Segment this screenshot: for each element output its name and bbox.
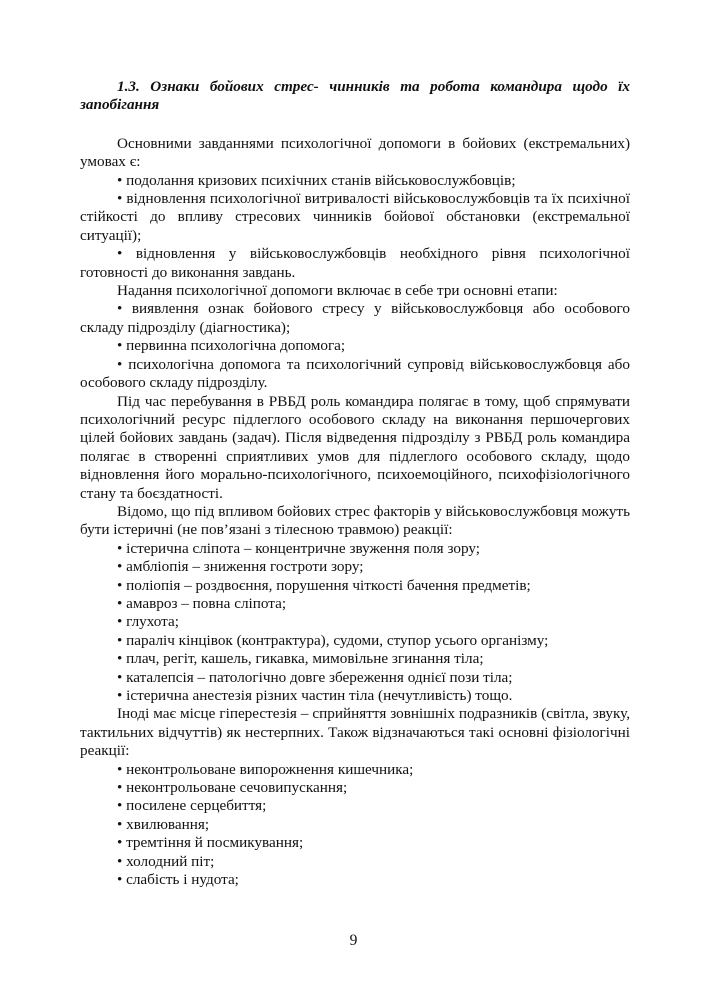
list-item: • поліопія – роздвоєння, порушення чіткості бачення предметів;	[117, 576, 531, 594]
paragraph: Основними завданнями психологічної допомоги в бойових (екстремальних) умовах є:	[80, 134, 630, 171]
list-item: • тремтіння й посмикування;	[117, 834, 304, 852]
list-item: • неконтрольоване сечовипускання;	[117, 779, 348, 797]
list-item: • посилене серцебиття;	[117, 797, 267, 815]
page-body	[80, 78, 630, 889]
list-item: • відновлення психологічної витривалості військовослужбовців та їх психічної стійкості до впливу стресових чинників бойової обстановки (екстремальної ситуації);	[80, 190, 630, 244]
list-item: • плач, регіт, кашель, гикавка, мимовільне згинання тіла;	[117, 650, 484, 668]
list-item: • параліч кінцівок (контрактура), судоми, ступор усього організму;	[117, 631, 549, 649]
list-item: • істерична сліпота – концентричне звуження поля зору;	[117, 539, 480, 557]
section-title: 1.3. Ознаки бойових стрес- чинників та робота командира щодо їх запобігання	[80, 78, 630, 114]
list-item: • подолання кризових психічних станів військовослужбовців;	[117, 171, 516, 189]
list-item: • холодний піт;	[117, 852, 215, 870]
list-item: • психологічна допомога та психологічний супровід військовослужбовця або особового складу підрозділу.	[80, 355, 630, 392]
list-item: • неконтрольоване випорожнення кишечника;	[117, 760, 414, 778]
list-item: • хвилювання;	[117, 815, 210, 833]
list-item: • слабість і нудота;	[117, 871, 239, 889]
list-item: • виявлення ознак бойового стресу у військовослужбовця або особового складу підрозділу (діагностика);	[80, 300, 630, 336]
list-item: • амавроз – повна сліпота;	[117, 594, 287, 612]
paragraph: Під час перебування в РВБД роль командира полягає в тому, щоб спрямувати психологічний ресурс підлеглого особового складу на виконання першочергових цілей бойових завдань (задач). Після відведення підрозділу з РВБД роль командира полягає в створенні сприятливих умов для підлеглого особового складу, щодо відновлення його морально-психологічного, психоемоційного, психофізіологічного стану та боєздатності.	[80, 392, 630, 502]
page-number: 9	[349, 932, 358, 949]
section-heading	[80, 78, 630, 115]
list-item: • первинна психологічна допомога;	[117, 337, 346, 355]
list-item: • істерична анестезія різних частин тіла (нечутливість) тощо.	[117, 687, 513, 704]
list-item: • каталепсія – патологічно довге збереження однієї пози тіла;	[117, 668, 513, 686]
paragraph: Іноді має місце гіперестезія – сприйняття зовнішніх подразників (світла, звуку, тактильних відчуттів) як нестерпних. Також відзначаються такі основні фізіологічні реакції:	[80, 705, 630, 760]
paragraph: Надання психологічної допомоги включає в себе три основні етапи:	[117, 282, 558, 300]
list-item: • відновлення у військовослужбовців необхідного рівня психологічної готовності до виконання завдань.	[80, 245, 630, 281]
paragraph: Відомо, що під впливом бойових стрес факторів у військовослужбовця можуть бути істеричні (не пов’язані з тілесною травмою) реакції:	[80, 502, 630, 539]
list-item: • амбліопія – зниження гостроти зору;	[117, 558, 364, 576]
list-item: • глухота;	[117, 613, 179, 631]
